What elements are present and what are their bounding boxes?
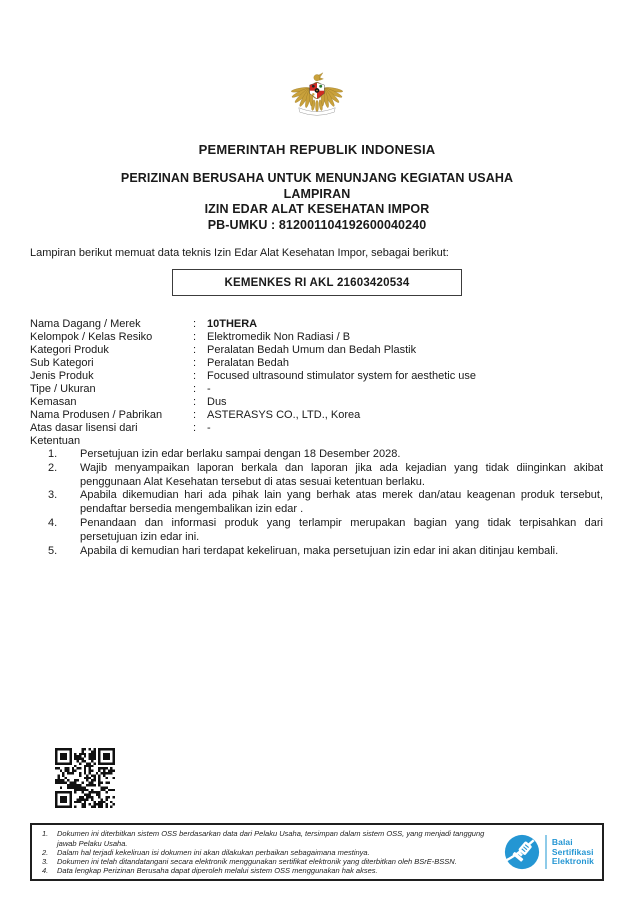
footer-notes [40, 829, 496, 875]
detail-value: Peralatan Bedah Umum dan Bedah Plastik [207, 344, 417, 356]
footer-note: 4. Data lengkap Perizinan Berusaha dapat diperoleh melalui sistem OSS menggunakan hak akses. [42, 866, 378, 876]
table-row: Atas dasar lisensi dari : - [30, 422, 604, 435]
footer-note: 2. Dalam hal terjadi kekeliruan isi dokumen ini akan dilakukan perbaikan sebagaimana mestinya. [42, 847, 370, 857]
list-item: 2. Wajib menyampaikan laporan berkala dan laporan jika ada kejadian yang tidak diinginkan akibat penggunaan Alat Kesehatan tersebut di atas sesuai ketentuan berlaku. [48, 461, 603, 488]
table-row: Sub Kategori : Peralatan Bedah [30, 357, 604, 370]
footer-notes-box [30, 823, 604, 881]
detail-label: Sub Kategori [30, 357, 94, 369]
subtitle-line-2: LAMPIRAN [283, 186, 351, 201]
bsre-logo-text: Balai Sertifikasi Elektronik [551, 837, 594, 867]
government-title: PEMERINTAH REPUBLIK INDONESIA [198, 142, 436, 157]
detail-label: Kemasan [30, 396, 77, 408]
certificate-number: KEMENKES RI AKL 21603420534 [224, 276, 410, 289]
detail-label: Nama Dagang / Merek [30, 318, 141, 330]
detail-label: Nama Produsen / Pabrikan [30, 409, 163, 421]
table-row: Jenis Produk : Focused ultrasound stimulator system for aesthetic use [30, 370, 604, 383]
detail-value: Focused ultrasound stimulator system for aesthetic use [207, 370, 477, 382]
detail-value: Peralatan Bedah [207, 357, 289, 369]
table-row: Kelompok / Kelas Resiko : Elektromedik Non Radiasi / B [30, 331, 604, 344]
detail-label: Jenis Produk [30, 370, 94, 382]
subtitle-line-1: PERIZINAN BERUSAHA UNTUK MENUNJANG KEGIATAN USAHA [120, 171, 514, 185]
emblem-container [30, 0, 604, 129]
ketentuan-heading: Ketentuan [30, 435, 81, 447]
table-row: Kemasan : Dus [30, 396, 604, 409]
detail-value: Dus [207, 396, 227, 408]
table-row: Kategori Produk : Peralatan Bedah Umum dan Bedah Plastik [30, 344, 604, 357]
table-row: Nama Produsen / Pabrikan : ASTERASYS CO., LTD., Korea [30, 409, 604, 422]
detail-label: Atas dasar lisensi dari [30, 422, 138, 434]
subtitle-line-3: IZIN EDAR ALAT KESEHATAN IMPOR [204, 202, 430, 216]
table-row: Tipe / Ukuran : - [30, 383, 604, 396]
intro-text: Lampiran berikut memuat data teknis Izin Edar Alat Kesehatan Impor, sebagai berikut: [30, 247, 449, 259]
bsre-logo [504, 834, 596, 870]
garuda-pancasila-icon [285, 52, 349, 124]
detail-label: Kategori Produk [30, 344, 109, 356]
logo-separator [545, 835, 547, 869]
detail-label: Kelompok / Kelas Resiko [30, 331, 153, 343]
detail-value: ASTERASYS CO., LTD., Korea [207, 409, 361, 421]
qr-code-container [30, 748, 604, 813]
list-item: 4. Penandaan dan informasi produk yang terlampir merupakan bagian yang tidak terpisahkan dari persetujuan izin edar ini. [48, 516, 603, 543]
detail-value: - [207, 383, 211, 395]
certificate-number-box [172, 269, 462, 296]
footer-note: 3. Dokumen ini telah ditandatangani secara elektronik menggunakan sertifikat elektronik yang diterbitkan oleh BSrE-BSSN. [42, 856, 457, 866]
footer-note: 1. Dokumen ini diterbitkan sistem OSS berdasarkan data dari Pelaku Usaha, tersimpan dalam sistem OSS, yang menjadi tanggung jawab Pelaku Usaha. [42, 829, 485, 848]
detail-value-brand: 10THERA [207, 318, 258, 330]
ketentuan-list [30, 448, 604, 558]
detail-value: Elektromedik Non Radiasi / B [207, 331, 351, 343]
detail-label: Tipe / Ukuran [30, 383, 96, 395]
qr-code-icon [55, 748, 115, 808]
bsre-stamp-icon [504, 834, 540, 870]
pb-umku-number: PB-UMKU : 812001104192600040240 [207, 217, 427, 232]
details-table [30, 318, 604, 435]
detail-value: - [207, 422, 211, 434]
list-item: 1. Persetujuan izin edar berlaku sampai dengan 18 Desember 2028. [48, 448, 401, 460]
list-item: 5. Apabila di kemudian hari terdapat kekeliruan, maka persetujuan izin edar ini akan ditinjau kembali. [48, 544, 559, 557]
document-subtitle [30, 171, 604, 233]
list-item: 3. Apabila dikemudian hari ada pihak lain yang berhak atas merek dan/atau keagenan produk tersebut, pendaftar bersedia mengembalikan izin edar . [48, 489, 603, 516]
table-row: Nama Dagang / Merek : 10THERA [30, 318, 604, 331]
